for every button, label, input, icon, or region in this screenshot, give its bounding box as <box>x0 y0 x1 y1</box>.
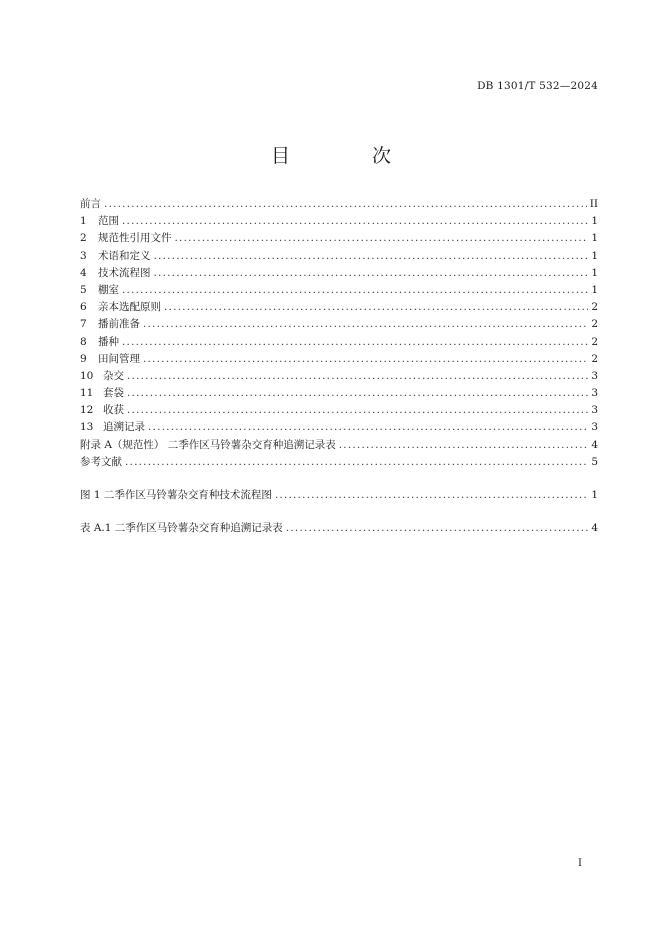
page-title: 目 次 <box>270 145 430 167</box>
toc-entry-title: 前言 <box>80 198 101 210</box>
toc-figures-section <box>80 487 598 504</box>
toc-entry-title: 范围 <box>98 215 119 228</box>
toc-entry[interactable] <box>80 230 598 247</box>
toc-spacer <box>80 471 598 487</box>
document-code: DB 1301/T 532—2024 <box>477 80 598 92</box>
toc-entry-number: 7 <box>80 318 87 331</box>
toc-entry[interactable] <box>80 385 598 402</box>
toc-entry-title: 参考文献 <box>80 455 122 468</box>
toc-entry-page: 1 <box>591 215 598 228</box>
toc-entry[interactable] <box>80 299 598 316</box>
toc-entry-page: II <box>589 198 598 210</box>
toc-entry-title: 亲本选配原则 <box>98 301 161 314</box>
toc-entry-page: 2 <box>591 301 598 314</box>
toc-dot-leader <box>104 198 587 210</box>
toc-entry-page: 4 <box>591 438 598 451</box>
toc-dot-leader <box>122 336 588 348</box>
toc-main-section <box>80 196 598 471</box>
toc-entry-page: 3 <box>591 369 598 382</box>
toc-dot-leader <box>275 489 588 501</box>
toc-entry[interactable] <box>80 196 598 213</box>
toc-dot-leader <box>127 404 588 416</box>
toc-entry-number: 10 <box>80 369 94 382</box>
toc-entry-page: 3 <box>591 421 598 434</box>
toc-entry-number: 9 <box>80 352 87 365</box>
toc-entry-number: 6 <box>80 301 87 314</box>
toc-entry-title: 规范性引用文件 <box>98 232 172 245</box>
toc-dot-leader <box>154 267 589 279</box>
toc-entry-title: 套袋 <box>103 387 124 400</box>
toc-dot-leader <box>154 250 589 262</box>
toc-entry[interactable] <box>80 402 598 419</box>
toc-entry-number: 3 <box>80 249 87 262</box>
toc-entry[interactable] <box>80 316 598 333</box>
toc-entry[interactable] <box>80 520 598 537</box>
toc-entry-title: 表 A.1 二季作区马铃薯杂交育种追溯记录表 <box>80 522 283 535</box>
toc-entry-page: 1 <box>591 266 598 279</box>
toc-dot-leader <box>125 456 588 468</box>
table-of-contents <box>80 196 598 537</box>
toc-entry[interactable] <box>80 351 598 368</box>
toc-entry-number: 4 <box>80 266 87 279</box>
toc-entry[interactable] <box>80 454 598 471</box>
toc-entry-number: 13 <box>80 421 94 434</box>
toc-tables-section <box>80 520 598 537</box>
toc-entry-number: 5 <box>80 283 87 296</box>
toc-dot-leader <box>122 284 588 296</box>
toc-entry-page: 2 <box>591 352 598 365</box>
toc-entry-number: 1 <box>80 215 87 228</box>
toc-dot-leader <box>143 318 588 330</box>
toc-dot-leader <box>122 215 588 227</box>
toc-dot-leader <box>143 353 588 365</box>
toc-entry-page: 1 <box>591 283 598 296</box>
toc-entry-title: 追溯记录 <box>103 421 145 434</box>
toc-entry-title: 收获 <box>103 404 124 417</box>
toc-entry[interactable] <box>80 334 598 351</box>
toc-entry-title: 播前准备 <box>98 318 140 331</box>
toc-spacer <box>80 504 598 520</box>
toc-entry[interactable] <box>80 368 598 385</box>
toc-entry-title: 术语和定义 <box>98 249 151 262</box>
toc-entry-page: 4 <box>591 522 598 535</box>
toc-entry-title: 图 1 二季作区马铃薯杂交育种技术流程图 <box>80 489 272 501</box>
toc-entry-number: 12 <box>80 404 94 417</box>
toc-entry[interactable] <box>80 248 598 265</box>
toc-entry-title: 播种 <box>98 335 119 348</box>
toc-dot-leader <box>127 387 588 399</box>
toc-entry-title: 附录 A（规范性） 二季作区马铃薯杂交育种追溯记录表 <box>80 438 336 451</box>
toc-dot-leader <box>175 232 589 244</box>
toc-entry-number: 11 <box>80 387 94 400</box>
toc-entry-page: 2 <box>591 335 598 348</box>
toc-entry-title: 技术流程图 <box>98 266 151 279</box>
toc-entry-title: 杂交 <box>103 369 124 382</box>
toc-entry-page: 5 <box>591 455 598 468</box>
toc-dot-leader <box>148 421 588 433</box>
toc-entry[interactable] <box>80 265 598 282</box>
toc-entry-page: 2 <box>591 318 598 331</box>
toc-entry[interactable] <box>80 213 598 230</box>
toc-entry[interactable] <box>80 437 598 454</box>
toc-entry-page: 3 <box>591 404 598 417</box>
toc-entry-page: 1 <box>591 489 598 501</box>
page-number: I <box>578 858 582 869</box>
toc-dot-leader <box>164 301 588 313</box>
toc-entry[interactable] <box>80 487 598 504</box>
toc-entry-page: 3 <box>591 387 598 400</box>
toc-entry-title: 田间管理 <box>98 352 140 365</box>
toc-entry-page: 1 <box>591 232 598 245</box>
toc-entry-title: 棚室 <box>98 283 119 296</box>
toc-dot-leader <box>286 522 589 534</box>
toc-entry-page: 1 <box>591 249 598 262</box>
toc-dot-leader <box>339 439 589 451</box>
toc-entry[interactable] <box>80 419 598 436</box>
toc-entry-number: 2 <box>80 232 87 245</box>
toc-dot-leader <box>127 370 588 382</box>
toc-entry[interactable] <box>80 282 598 299</box>
toc-entry-number: 8 <box>80 335 87 348</box>
